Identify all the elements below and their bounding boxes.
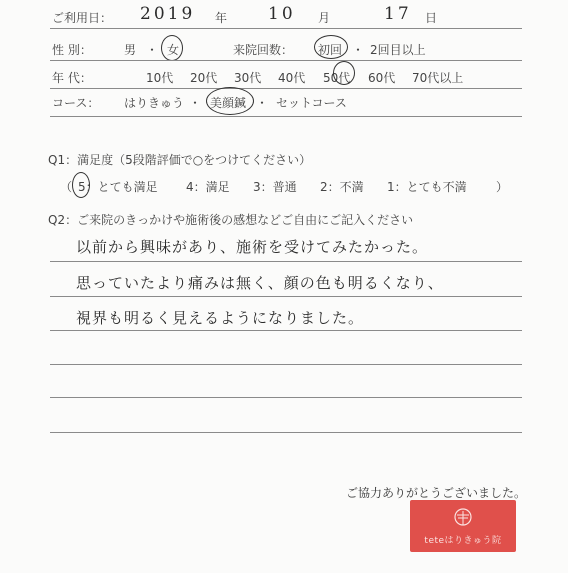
rule-line [50, 60, 522, 61]
rule-line [50, 28, 522, 29]
clinic-logo-icon [453, 507, 473, 529]
separator-dot: ・ [352, 43, 365, 57]
rule-line [50, 261, 522, 262]
separator-dot: ・ [146, 43, 159, 57]
q1-choice-3[interactable]: 3：普通 [253, 180, 297, 194]
q1-choice-1[interactable]: 1：とても不満 [387, 180, 467, 194]
rule-line [50, 296, 522, 297]
age-option-20[interactable]: 20代 [190, 71, 218, 85]
age-option-40[interactable]: 40代 [278, 71, 306, 85]
q1-open-paren: （ [60, 180, 73, 194]
age-label: 年 代： [52, 71, 92, 85]
answer-line-2: 思っていたより痛みは無く、顔の色も明るくなり、 [76, 274, 444, 292]
age-option-70plus[interactable]: 70代以上 [412, 71, 464, 85]
separator-dot: ・ [256, 96, 269, 110]
age-option-60[interactable]: 60代 [368, 71, 396, 85]
course-option-acupuncture[interactable]: はりきゅう [124, 96, 185, 110]
rule-line [50, 116, 522, 117]
answer-line-1: 以前から興味があり、施術を受けてみたかった。 [76, 238, 429, 256]
q1-choice-2[interactable]: 2：不満 [320, 180, 364, 194]
year-value: 2019 [140, 4, 196, 24]
q1-question: Q1：満足度（5段階評価で○をつけてください） [48, 153, 312, 167]
answer-line-3: 視界も明るく見えるようになりました。 [76, 309, 365, 327]
q1-choice-5[interactable]: 5：とても満足 [78, 180, 158, 194]
date-label: ご利用日： [52, 11, 113, 25]
month-value: 10 [268, 4, 296, 24]
rule-line [50, 432, 522, 433]
gender-label: 性 別： [52, 43, 92, 57]
rule-line [50, 330, 522, 331]
clinic-stamp [410, 500, 516, 552]
selection-circle [206, 87, 254, 115]
gender-option-male[interactable]: 男 [124, 43, 137, 57]
selection-circle [314, 35, 348, 59]
rule-line [50, 88, 522, 89]
thanks-text: ご協力ありがとうございました。 [346, 486, 527, 500]
visits-label: 来院回数： [233, 43, 294, 57]
gender-option-female[interactable]: 女 [167, 43, 180, 57]
age-option-30[interactable]: 30代 [234, 71, 262, 85]
q2-question: Q2：ご来院のきっかけや施術後の感想などご自由にご記入ください [48, 213, 414, 227]
clinic-name: teteはりきゅう院 [424, 536, 502, 546]
age-option-50[interactable]: 50代 [323, 71, 351, 85]
selection-circle [161, 35, 183, 61]
course-label: コース： [52, 96, 100, 110]
rule-line [50, 397, 522, 398]
course-option-facial[interactable]: 美顔鍼 [210, 96, 247, 110]
visits-option-repeat[interactable]: 2回目以上 [370, 43, 426, 57]
selection-circle [333, 61, 355, 85]
day-label: 日 [425, 11, 438, 25]
visits-option-first[interactable]: 初回 [318, 43, 343, 57]
q1-choice-4[interactable]: 4：満足 [186, 180, 230, 194]
course-option-set[interactable]: セットコース [276, 96, 347, 110]
age-option-10[interactable]: 10代 [146, 71, 174, 85]
q1-close-paren: ） [496, 180, 509, 194]
day-value: 17 [384, 4, 412, 24]
year-label: 年 [215, 11, 228, 25]
rule-line [50, 364, 522, 365]
month-label: 月 [318, 11, 331, 25]
separator-dot: ・ [189, 96, 202, 110]
